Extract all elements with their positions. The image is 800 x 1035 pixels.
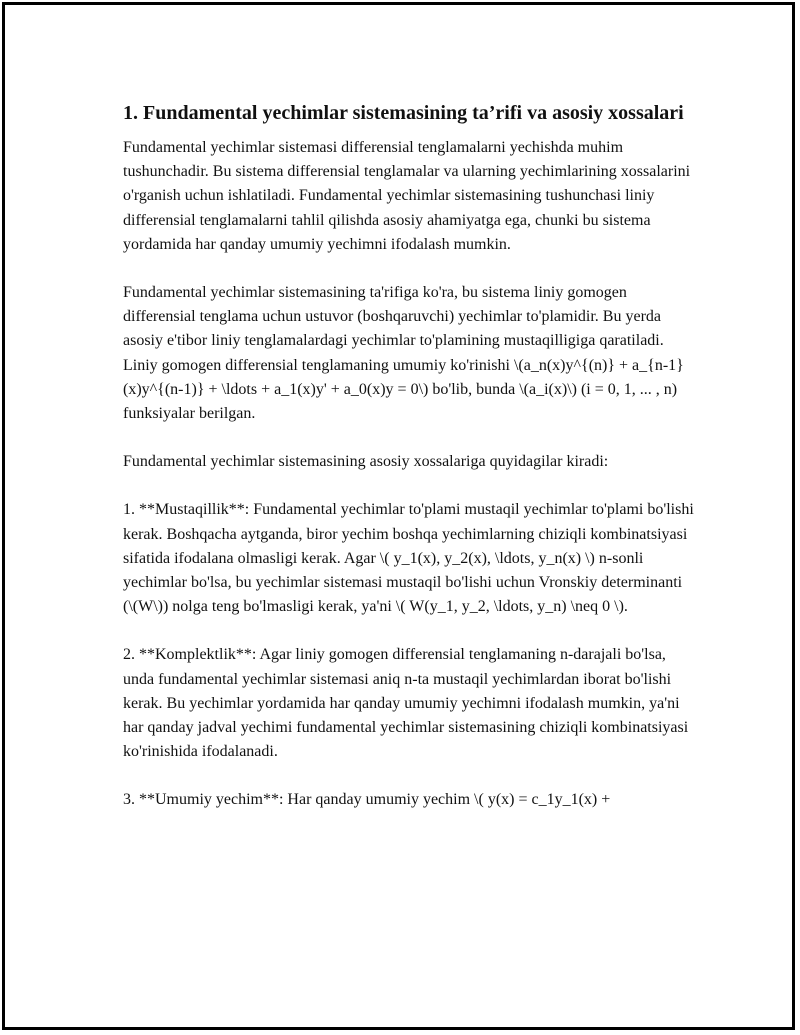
- paragraph-property-completeness: 2. **Komplektlik**: Agar liniy gomogen differensial tenglamaning n-darajali bo'lsa, unda fundamental yechimlar sistemasi aniq n-ta mustaqil yechimlardan iborat bo'lishi kerak. Bu yechimlar yordamida har qanday umumiy yechimni ifodalash mumkin, ya'ni har qanday jadval yechimi fundamental yechimlar sistemasining chiziqli kombinatsiyasi ko'rinishida ifodalanadi.: [123, 646, 689, 761]
- page-frame: [2, 2, 795, 1030]
- paragraph-intro: Fundamental yechimlar sistemasi differensial tenglamalarni yechishda muhim tushunchadir. Bu sistema differensial tenglamalar va ularning yechimlarining xossalarini o'rganish uchun ishlatiladi. Fundamental yechimlar sistemasining tushunchasi liniy differensial tenglamalarni tahlil qilishda asosiy ahamiyatga ega, chunki bu sistema yordamida har qanday umumiy yechimni ifodalash mumkin.: [123, 139, 691, 253]
- paragraph-property-general-solution: 3. **Umumiy yechim**: Har qanday umumiy yechim \( y(x) = c_1y_1(x) +: [123, 791, 611, 809]
- document-body: [123, 99, 695, 837]
- paragraph-property-independence: 1. **Mustaqillik**: Fundamental yechimlar to'plami mustaqil yechimlar to'plami bo'lishi kerak. Boshqacha aytganda, biror yechim boshqa yechimlarning chiziqli kombinatsiyasi sifatida ifodalana olmasligi kerak. Agar \( y_1(x), y_2(x), \ldots, y_n(x) \) n-sonli yechimlar bo'lsa, bu yechimlar sistemasi mustaqil bo'lishi uchun Vronskiy determinanti (\(W\)) nolga teng bo'lmasligi kerak, ya'ni \( W(y_1, y_2, \ldots, y_n) \neq 0 \).: [123, 501, 694, 616]
- paragraph-definition: Fundamental yechimlar sistemasining ta'rifiga ko'ra, bu sistema liniy gomogen differensial tenglama uchun ustuvor (boshqaruvchi) yechimlar to'plamidir. Bu yerda asosiy e'tibor liniy tenglamalardagi yechimlar to'plamining mustaqilligiga qaratiladi. Liniy gomogen differensial tenglamaning umumiy ko'rinishi \(a_n(x)y^{(n)} + a_{n-1}(x)y^{(n-1)} + \ldots + a_1(x)y' + a_0(x)y = 0\) bo'lib, bunda \(a_i(x)\) (i = 0, 1, ... , n) funksiyalar berilgan.: [123, 284, 684, 423]
- paragraph-properties-intro: Fundamental yechimlar sistemasining asosiy xossalariga quyidagilar kiradi:: [123, 453, 609, 471]
- section-heading: 1. Fundamental yechimlar sistemasining ta’rifi va asosiy xossalari: [123, 102, 684, 124]
